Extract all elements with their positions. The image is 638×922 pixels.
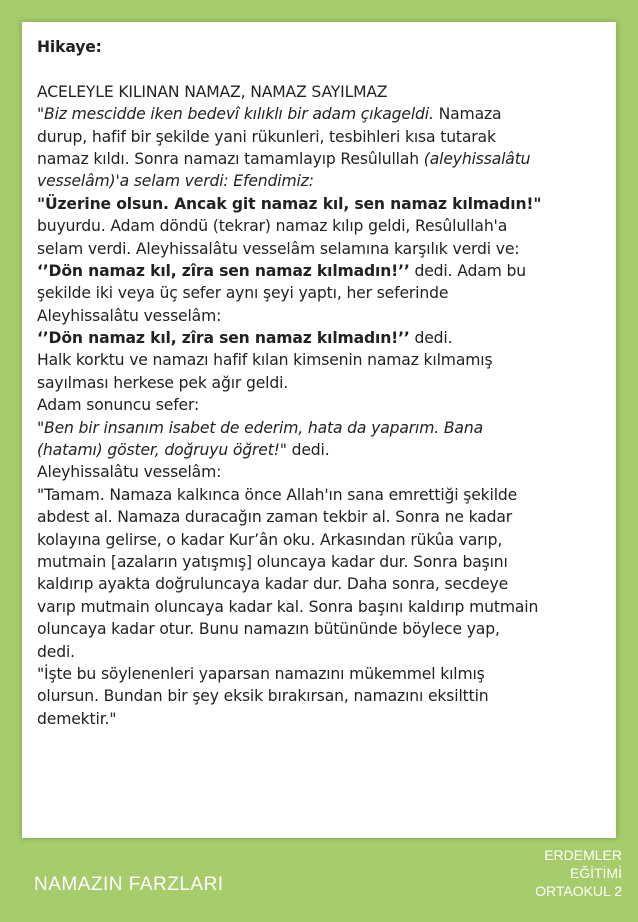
story-line	[37, 260, 602, 282]
story-line	[37, 327, 602, 349]
story-line	[37, 685, 602, 707]
text-run: oluncaya kadar otur. Bunu namazın bütününde böylece yap,	[37, 620, 500, 639]
story-line	[37, 417, 602, 439]
text-run: dedi. Adam bu	[409, 261, 526, 280]
story-line	[37, 305, 602, 327]
brand-line: EĞİTİMİ	[569, 865, 622, 881]
story-line	[37, 126, 602, 148]
story-line	[37, 282, 602, 304]
text-run: demektir."	[37, 709, 117, 728]
text-run: Aleyhissalâtu vesselâm:	[37, 306, 222, 325]
text-run: olursun. Bundan bir şey eksik bırakırsan, namazını eksilttin	[37, 687, 489, 706]
brand-line: ERDEMLER	[544, 847, 622, 863]
story-line	[37, 529, 602, 551]
text-run: ‘’Dön namaz kıl, zîra sen namaz kılmadın!’’	[37, 329, 410, 348]
story-line	[37, 372, 602, 394]
brand-line: ORTAOKUL 2	[535, 883, 622, 899]
text-run: dedi.	[409, 329, 453, 348]
footer-brand	[482, 846, 622, 900]
text-run: sayılması herkese pek ağır geldi.	[37, 373, 289, 392]
text-run: "İşte bu söylenenleri yaparsan namazını mükemmel kılmış	[37, 664, 485, 683]
story-line	[37, 551, 602, 573]
story-line	[37, 103, 602, 125]
story-line	[37, 238, 602, 260]
footer-title: NAMAZIN FARZLARI	[34, 874, 224, 895]
story-heading: ACELEYLE KILINAN NAMAZ, NAMAZ SAYILMAZ	[37, 82, 388, 101]
text-run: dedi.	[286, 441, 330, 460]
text-run: "Üzerine olsun. Ancak git namaz kıl, sen namaz kılmadın!"	[37, 194, 542, 213]
text-run: Adam sonuncu sefer:	[37, 396, 200, 415]
text-run: "Ben bir insanım isabet de ederim, hata da yaparım. Bana	[37, 418, 483, 437]
text-run: selam verdi. Aleyhissalâtu vesselâm selamına karşılık verdi ve:	[37, 239, 520, 258]
text-run: Halk korktu ve namazı hafif kılan kimsenin namaz kılmamış	[37, 351, 493, 370]
story-line	[37, 573, 602, 595]
text-run: (aleyhissalâtu	[423, 149, 531, 168]
story-text	[37, 36, 602, 730]
text-run: "Biz mescidde iken bedevî kılıklı bir adam çıkageldi.	[37, 105, 434, 124]
text-run: kaldırıp ayakta doğruluncaya kadar dur. Daha sonra, secdeye	[37, 575, 509, 594]
story-label: Hikaye:	[37, 38, 102, 56]
text-run: dedi.	[37, 642, 75, 661]
text-run: durup, hafif bir şekilde yani rükunleri, tesbihleri kısa tutarak	[37, 127, 496, 146]
story-body	[37, 103, 602, 730]
text-run: ‘’Dön namaz kıl, zîra sen namaz kılmadın!’’	[37, 261, 410, 280]
story-line	[37, 193, 602, 215]
story-line	[37, 215, 602, 237]
text-run: Aleyhissalâtu vesselâm:	[37, 463, 222, 482]
text-run: "Tamam. Namaza kalkınca önce Allah'ın sana emrettiği şekilde	[37, 485, 518, 504]
story-line	[37, 394, 602, 416]
text-run: (hatamı) göster, doğruyu öğret!"	[37, 441, 287, 460]
text-run: buyurdu. Adam döndü (tekrar) namaz kılıp geldi, Resûlullah'a	[37, 217, 508, 236]
spacer	[37, 58, 602, 80]
story-line	[37, 708, 602, 730]
story-line	[37, 439, 602, 461]
text-run: kolayına gelirse, o kadar Kur’ân oku. Arkasından rükûa varıp,	[37, 530, 503, 549]
story-line	[37, 148, 602, 170]
text-run: abdest al. Namaza duracağın zaman tekbir al. Sonra ne kadar	[37, 508, 513, 527]
story-line	[37, 506, 602, 528]
story-line	[37, 618, 602, 640]
story-line	[37, 461, 602, 483]
story-line	[37, 349, 602, 371]
text-run: şekilde iki veya üç sefer aynı şeyi yaptı, her seferinde	[37, 284, 449, 303]
text-run: Namaza	[433, 105, 502, 124]
story-card	[22, 22, 616, 838]
text-run: vesselâm)'a selam verdi: Efendimiz:	[37, 172, 314, 191]
story-line	[37, 596, 602, 618]
story-line	[37, 663, 602, 685]
story-line	[37, 170, 602, 192]
text-run: varıp mutmain oluncaya kadar kal. Sonra başını kaldırıp mutmain	[37, 597, 539, 616]
story-line	[37, 641, 602, 663]
text-run: mutmain [azaların yatışmış] oluncaya kadar dur. Sonra başını	[37, 552, 508, 571]
story-line	[37, 484, 602, 506]
text-run: namaz kıldı. Sonra namazı tamamlayıp Resûlullah	[37, 149, 424, 168]
